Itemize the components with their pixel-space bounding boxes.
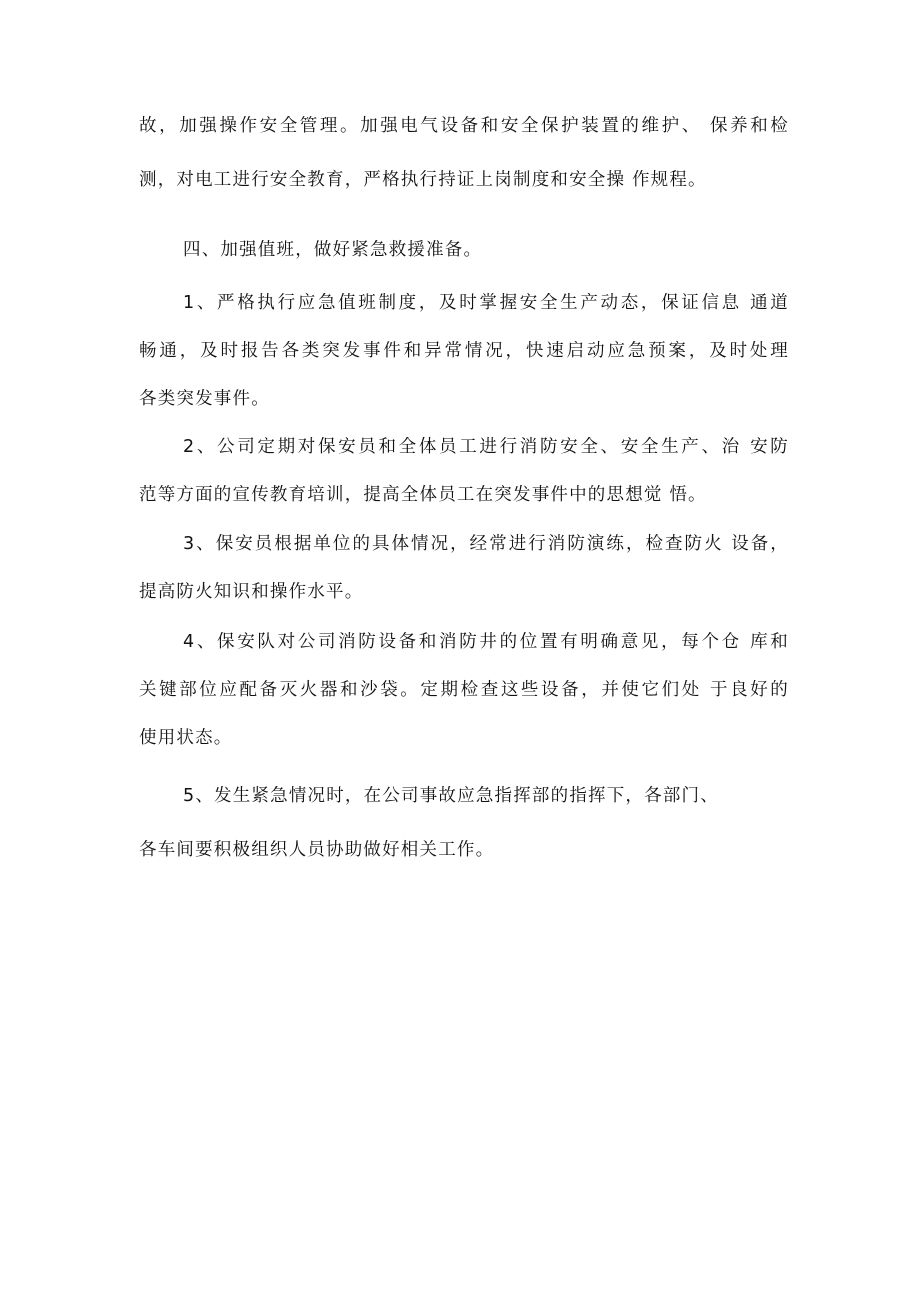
text-line-11: 4、保安队对公司消防设备和消防井的位置有明确意见，每个仓 库和 [183, 632, 789, 652]
text-line-9: 3、保安员根据单位的具体情况，经常进行消防演练，检查防火 设备， [183, 534, 789, 554]
text-line-7: 2、公司定期对保安员和全体员工进行消防安全、安全生产、治 安防 [183, 437, 789, 457]
text-line-12: 关键部位应配备灭火器和沙袋。定期检查这些设备，并使它们处 于良好的 [139, 680, 789, 700]
text-line-14: 5、发生紧急情况时，在公司事故应急指挥部的指挥下，各部门、 [183, 786, 719, 806]
text-line-15: 各车间要积极组织人员协助做好相关工作。 [139, 840, 495, 860]
text-line-10: 提高防火知识和操作水平。 [139, 582, 364, 602]
text-line-8: 范等方面的宣传教育培训，提高全体员工在突发事件中的思想觉 悟。 [139, 485, 707, 505]
section-heading: 四、加强值班，做好紧急救援准备。 [183, 240, 483, 260]
text-line-4: 1、严格执行应急值班制度，及时掌握安全生产动态，保证信息 通道 [183, 293, 789, 313]
text-line-6: 各类突发事件。 [139, 389, 270, 409]
text-line-1: 故，加强操作安全管理。加强电气设备和安全保护装置的维护、 保养和检 [139, 116, 789, 136]
text-line-13: 使用状态。 [139, 728, 233, 748]
text-line-5: 畅通，及时报告各类突发事件和异常情况，快速启动应急预案，及时处理 [139, 341, 789, 361]
text-line-2: 测，对电工进行安全教育，严格执行持证上岗制度和安全操 作规程。 [139, 170, 707, 190]
